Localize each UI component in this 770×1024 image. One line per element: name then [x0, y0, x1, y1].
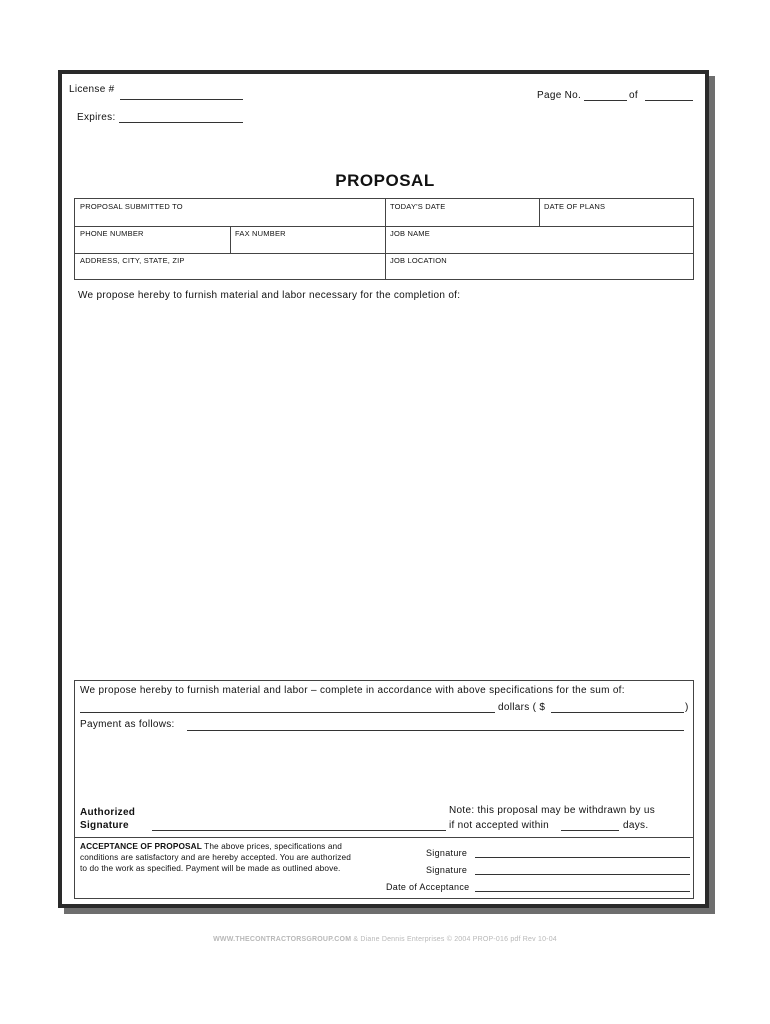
proposal-submitted-to-field[interactable]: PROPOSAL SUBMITTED TO: [80, 202, 183, 211]
withdrawal-note: Note: this proposal may be withdrawn by us: [449, 805, 656, 816]
address-field[interactable]: ADDRESS, CITY, STATE, ZIP: [80, 256, 185, 265]
job-name-field[interactable]: JOB NAME: [390, 229, 430, 238]
acceptance-line-3: to do the work as specified. Payment will be made as outlined above.: [80, 863, 341, 873]
close-paren: ): [685, 702, 689, 713]
date-of-acceptance-label: Date of Acceptance: [386, 882, 470, 892]
expires-label: Expires:: [77, 112, 116, 123]
days-label: days.: [623, 820, 649, 831]
acceptance-signature-1-field[interactable]: [475, 857, 690, 858]
acceptance-text: [80, 841, 410, 874]
grid-row-divider: [75, 253, 693, 254]
phone-number-field[interactable]: PHONE NUMBER: [80, 229, 144, 238]
acceptance-line-1: The above prices, specifications and: [201, 841, 342, 851]
page-of-label: of: [629, 90, 638, 101]
signature-2-label: Signature: [426, 865, 468, 875]
acceptance-days-field[interactable]: [561, 830, 619, 831]
expires-field[interactable]: [119, 122, 243, 123]
sum-amount-field[interactable]: [551, 712, 684, 713]
propose-statement: We propose hereby to furnish material and labor necessary for the completion of:: [78, 290, 461, 301]
sum-words-field[interactable]: [80, 712, 495, 713]
date-of-acceptance-field[interactable]: [475, 891, 690, 892]
acceptance-heading: ACCEPTANCE OF PROPOSAL: [80, 841, 202, 851]
acceptance-line-2: conditions are satisfactory and are hereby accepted. You are authorized: [80, 852, 351, 862]
payment-label: Payment as follows:: [80, 719, 175, 730]
todays-date-field[interactable]: TODAY'S DATE: [390, 202, 446, 211]
fax-number-field[interactable]: FAX NUMBER: [235, 229, 286, 238]
page-total-field[interactable]: [645, 100, 693, 101]
acceptance-window-label: if not accepted within: [449, 820, 549, 831]
info-grid: [74, 198, 694, 280]
authorized-signature-field[interactable]: [152, 830, 446, 831]
sum-statement: We propose hereby to furnish material and labor – complete in accordance with above specifications for the sum of:: [80, 685, 625, 696]
payment-terms-field[interactable]: [187, 730, 684, 731]
date-of-plans-field[interactable]: DATE OF PLANS: [544, 202, 606, 211]
grid-row-divider: [75, 226, 693, 227]
signature-1-label: Signature: [426, 848, 468, 858]
job-location-field[interactable]: JOB LOCATION: [390, 256, 447, 265]
grid-col-divider: [385, 199, 386, 279]
license-label: License #: [69, 84, 115, 95]
signature-label: Signature: [80, 820, 129, 831]
authorized-label: Authorized: [80, 807, 136, 818]
license-field[interactable]: [120, 99, 243, 100]
dollars-label: dollars ( $: [498, 702, 546, 713]
acceptance-signature-2-field[interactable]: [475, 874, 690, 875]
page-number-label: Page No.: [537, 90, 582, 101]
footer-copyright: & Diane Dennis Enterprises © 2004 PROP-016 pdf Rev 10-04: [351, 936, 557, 943]
grid-col-divider: [539, 199, 540, 226]
footer-site-link: WWW.THECONTRACTORSGROUP.COM: [213, 936, 352, 943]
scope-of-work-area[interactable]: [74, 306, 694, 672]
grid-col-divider: [230, 226, 231, 253]
page-title: PROPOSAL: [335, 171, 435, 190]
page-number-field[interactable]: [584, 100, 627, 101]
footer-credit: [0, 936, 770, 943]
acceptance-divider: [75, 837, 693, 838]
